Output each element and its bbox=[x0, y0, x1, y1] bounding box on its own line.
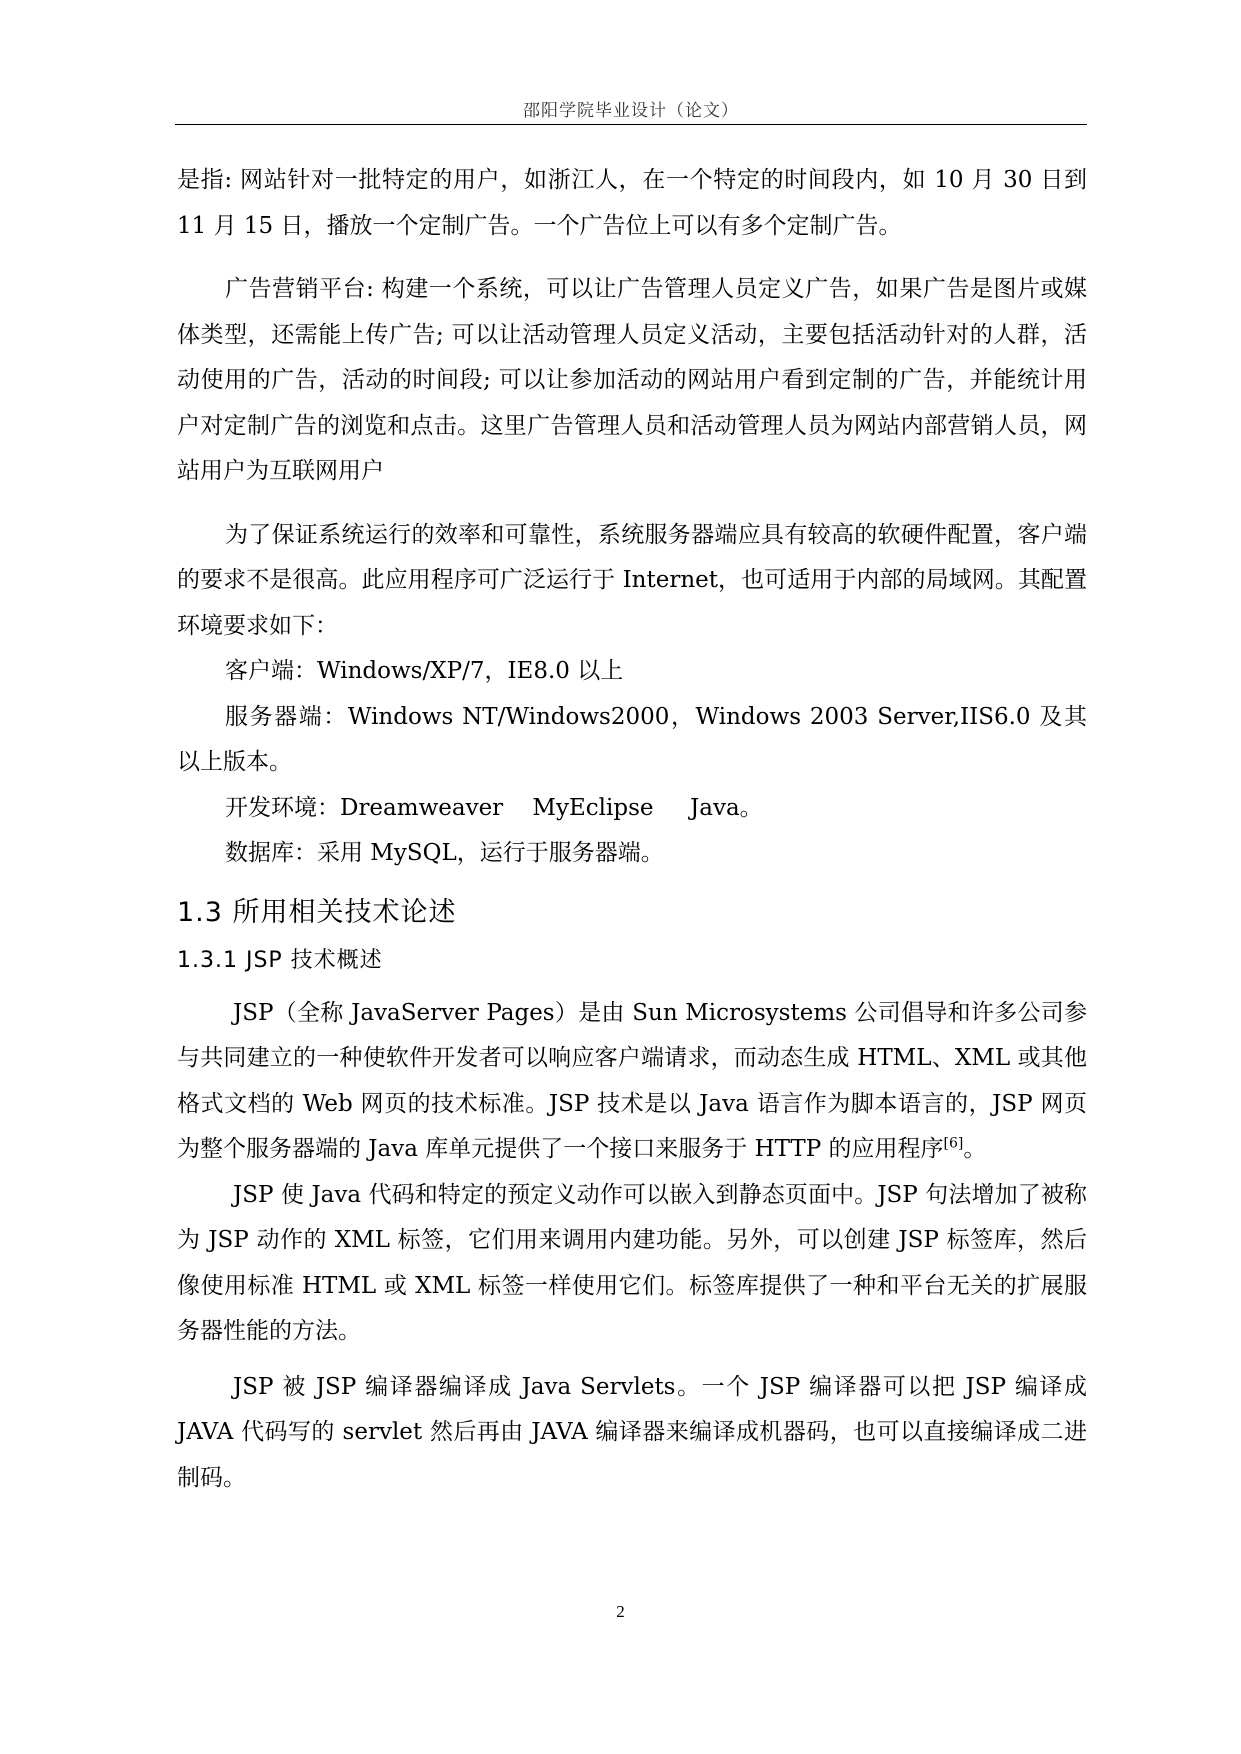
subsection-heading: 1.3.1 JSP 技术概述 bbox=[177, 947, 383, 973]
paragraph-jsp-tags: JSP 使 Java 代码和特定的预定义动作可以嵌入到静态页面中。JSP 句法增加了被称为 JSP 动作的 XML 标签，它们用来调用内建功能。另外，可以创建 JSP 标签库，然后像使用标准 HTML 或 XML 标签一样使用它们。标签库提供了一种和平台无关的扩展服务器性能的方法。 bbox=[177, 1181, 1087, 1344]
config-server: 服务器端：Windows NT/Windows2000，Windows 2003 Server,IIS6.0 及其以上版本。 bbox=[177, 703, 1087, 775]
jsp-definition-text: JSP（全称 JavaServer Pages）是由 Sun Microsystems 公司倡导和许多公司参与共同建立的一种使软件开发者可以响应客户端请求，而动态生成 HTML、XML 或其他格式文档的 Web 网页的技术标准。JSP 技术是以 Java 语言作为脚本语言的，JSP 网页为整个服务器端的 Java 库单元提供了一个接口来服务于 HTTP 的应用程序 bbox=[177, 999, 1087, 1162]
config-dev-env: 开发环境：Dreamweaver MyEclipse Java。 bbox=[225, 794, 763, 821]
jsp-definition-end: 。 bbox=[963, 1136, 987, 1162]
document-body bbox=[177, 158, 1087, 1501]
config-database: 数据库：采用 MySQL，运行于服务器端。 bbox=[225, 840, 664, 866]
header-rule bbox=[175, 124, 1087, 125]
paragraph-continuation: 是指: 网站针对一批特定的用户，如浙江人，在一个特定的时间段内，如 10 月 30 日到 11 月 15 日，播放一个定制广告。一个广告位上可以有多个定制广告。 bbox=[177, 167, 1087, 239]
paragraph-jsp-compiler: JSP 被 JSP 编译器编译成 Java Servlets。一个 JSP 编译器可以把 JSP 编译成 JAVA 代码写的 servlet 然后再由 JAVA 编译器来编译成机器码，也可以直接编译成二进制码。 bbox=[177, 1373, 1087, 1491]
page-number: 2 bbox=[616, 1602, 625, 1621]
config-client: 客户端：Windows/XP/7，IE8.0 以上 bbox=[225, 658, 624, 684]
paragraph-jsp-definition bbox=[177, 991, 1087, 1173]
page-header: 邵阳学院毕业设计（论文） bbox=[523, 101, 739, 121]
section-heading: 1.3 所用相关技术论述 bbox=[177, 896, 457, 928]
paragraph-system-config: 为了保证系统运行的效率和可靠性，系统服务器端应具有较高的软硬件配置，客户端的要求不是很高。此应用程序可广泛运行于 Internet，也可适用于内部的局域网。其配置环境要求如下： bbox=[177, 521, 1087, 639]
paragraph-ad-platform: 广告营销平台: 构建一个系统，可以让广告管理人员定义广告，如果广告是图片或媒体类型，还需能上传广告; 可以让活动管理人员定义活动，主要包括活动针对的人群，活动使用的广告，活动的时间段; 可以让参加活动的网站用户看到定制的广告，并能统计用户对定制广告的浏览和点击。这里广告管理人员和活动管理人员为网站内部营销人员，网站用户为互联网用户 bbox=[177, 276, 1087, 484]
citation-marker: [6] bbox=[943, 1135, 964, 1152]
